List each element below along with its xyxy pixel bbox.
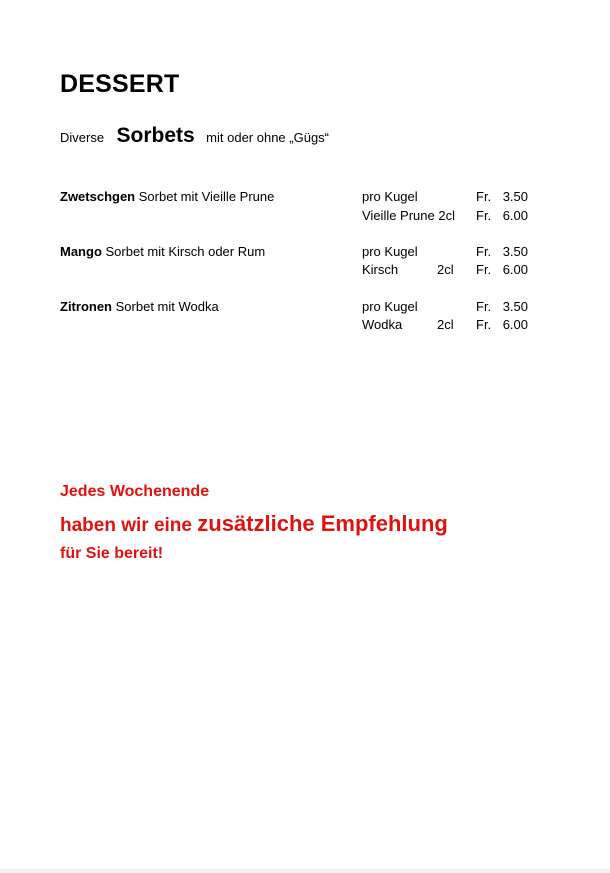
price-amount: 3.50 xyxy=(502,299,528,314)
menu-item-row xyxy=(0,243,610,261)
price-amount: 3.50 xyxy=(502,189,528,204)
price-currency: Fr. xyxy=(476,262,492,277)
price-currency: Fr. xyxy=(476,317,492,332)
menu-item-row xyxy=(0,188,610,206)
price-unit: pro Kugel xyxy=(362,189,418,204)
page-bottom-edge xyxy=(0,869,610,873)
item-name xyxy=(60,298,219,316)
page-title: DESSERT xyxy=(60,70,180,98)
menu-item-row xyxy=(0,298,610,316)
price-currency: Fr. xyxy=(476,244,492,259)
price-amount: 6.00 xyxy=(502,262,528,277)
intro-prefix: Diverse xyxy=(60,130,105,145)
item-name xyxy=(60,188,274,206)
price-row xyxy=(0,261,610,279)
price-unit: Wodka xyxy=(362,317,403,332)
price-row xyxy=(0,207,610,225)
item-name-rest: Sorbet mit Wodka xyxy=(115,299,219,314)
price-amount: 6.00 xyxy=(502,208,528,223)
price-unit: pro Kugel xyxy=(362,299,418,314)
item-name-bold: Zwetschgen xyxy=(60,189,136,204)
price-qty: 2cl xyxy=(437,317,454,332)
item-name xyxy=(60,243,265,261)
promo-line-3: für Sie bereit! xyxy=(60,545,164,562)
price-currency: Fr. xyxy=(476,299,492,314)
promo-line-2 xyxy=(60,511,448,537)
price-unit: Vieille Prune 2cl xyxy=(362,208,455,223)
price-amount: 3.50 xyxy=(502,244,528,259)
price-unit: Kirsch xyxy=(362,262,399,277)
item-name-bold: Zitronen xyxy=(60,299,112,314)
promo-highlight: zusätzliche Empfehlung xyxy=(197,511,448,536)
price-currency: Fr. xyxy=(476,189,492,204)
price-row xyxy=(0,316,610,334)
price-currency: Fr. xyxy=(476,208,492,223)
price-qty: 2cl xyxy=(437,262,454,277)
price-amount: 6.00 xyxy=(502,317,528,332)
price-unit: pro Kugel xyxy=(362,244,418,259)
item-name-rest: Sorbet mit Kirsch oder Rum xyxy=(105,244,266,259)
intro-suffix: mit oder ohne „Gügs“ xyxy=(206,130,330,145)
promo-line-2-prefix: haben wir eine xyxy=(60,515,192,536)
promo-line-1: Jedes Wochenende xyxy=(60,483,210,500)
item-name-bold: Mango xyxy=(60,244,102,259)
intro-highlight: Sorbets xyxy=(116,124,195,147)
item-name-rest: Sorbet mit Vieille Prune xyxy=(138,189,275,204)
intro-line xyxy=(60,124,329,148)
